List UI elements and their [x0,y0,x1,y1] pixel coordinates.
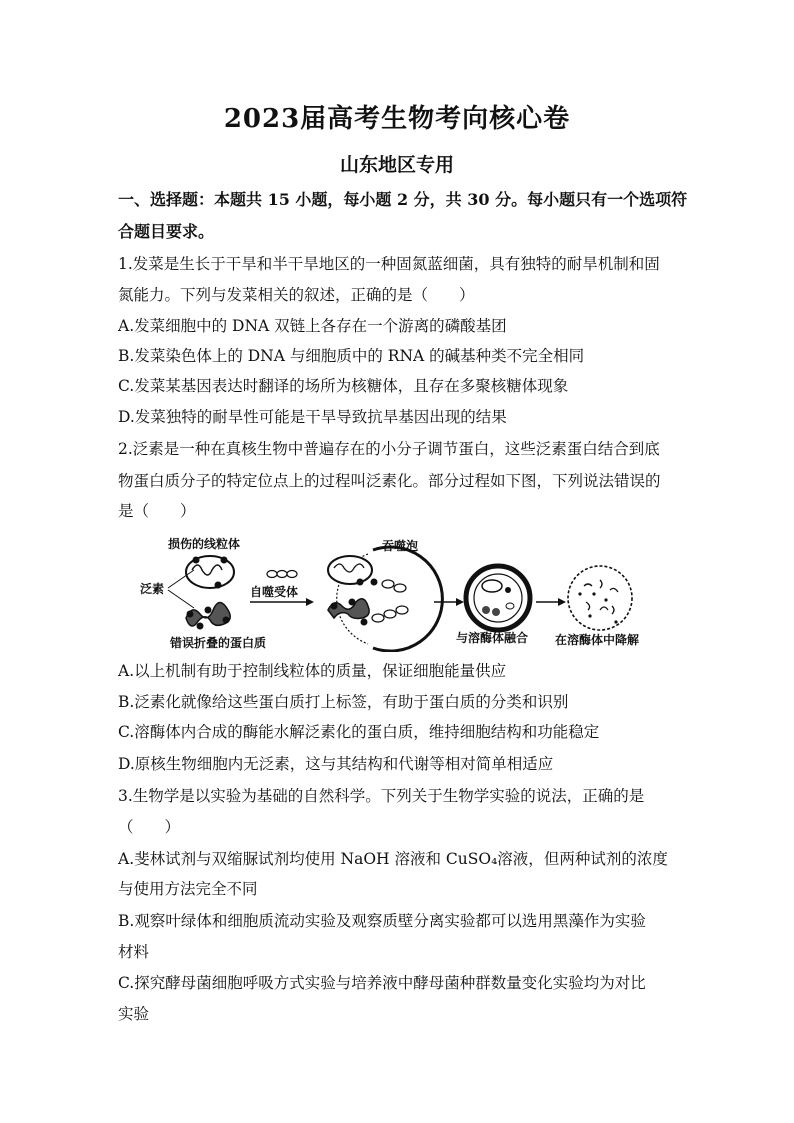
ubiquitin-pointer-line [168,590,194,608]
arrow-head [306,598,314,606]
q2-option-a: A.以上机制有助于控制线粒体的质量，保证细胞能量供应 [118,662,507,680]
label-autophagy-receptor: 自噬受体 [250,585,299,599]
q2-stem: 2.泛素是一种在真核生物中普遍存在的小分子调节蛋白，这些泛素蛋白结合到底 [118,440,660,458]
label-misfolded-protein: 错误折叠的蛋白质 [170,636,267,650]
lysosome-fusion-icon [466,566,530,630]
ubiquitination-diagram [138,530,658,652]
q3-option-a-cont: 与使用方法完全不同 [118,880,258,898]
q3-stem: 3.生物学是以实验为基础的自然科学。下列关于生物学实验的说法，正确的是 [118,787,645,805]
q1-stem: 1.发菜是生长于干旱和半干旱地区的一种固氮蓝细菌，具有独特的耐旱机制和固 [118,255,660,273]
q3-option-c: C.探究酵母菌细胞呼吸方式实验与培养液中酵母菌种群数量变化实验均为对比 [118,974,646,992]
section-heading-cont: 合题目要求。 [118,222,215,241]
autophagy-receptor-icon [267,571,297,578]
label-ubiquitin: 泛素 [140,582,165,596]
mitochondrion-icon [186,556,234,589]
lysosome-degradation-icon [568,566,632,630]
q1-option-b: B.发菜染色体上的 DNA 与细胞质中的 RNA 的碱基种类不完全相同 [118,347,585,365]
q2-stem-end: 是（ ） [118,502,196,520]
exam-subtitle: 山东地区专用 [339,154,454,176]
phagophore-icon [328,547,442,651]
label-damaged-mitochondria: 损伤的线粒体 [168,537,241,551]
section-heading: 一、选择题：本题共 15 小题，每小题 2 分，共 30 分。每小题只有一个选项符 [118,190,688,209]
q2-option-d: D.原核生物细胞内无泛素，这与其结构和代谢等相对简单相适应 [118,755,554,773]
q3-option-a: A.斐林试剂与双缩脲试剂均使用 NaOH 溶液和 CuSO₄溶液，但两种试剂的浓度 [118,850,668,868]
q3-option-b: B.观察叶绿体和细胞质流动实验及观察质壁分离实验都可以选用黑藻作为实验 [118,912,646,930]
q3-option-c-cont: 实验 [118,1005,150,1023]
label-phagophore: 吞噬泡 [382,539,419,553]
q1-stem-cont: 氮能力。下列与发菜相关的叙述，正确的是（ ） [118,286,475,304]
q1-option-a: A.发菜细胞中的 DNA 双链上各存在一个游离的磷酸基团 [118,317,507,335]
q2-option-b: B.泛素化就像给这些蛋白质打上标签，有助于蛋白质的分类和识别 [118,693,569,711]
q2-option-c: C.溶酶体内合成的酶能水解泛素化的蛋白质，维持细胞结构和功能稳定 [118,723,600,741]
q3-option-b-cont: 材料 [118,943,150,961]
q1-option-d: D.发菜独特的耐旱性可能是干旱导致抗旱基因出现的结果 [118,408,507,426]
arrow-head [456,598,464,606]
arrow-head [558,598,566,606]
q1-option-c: C.发菜某基因表达时翻译的场所为核糖体，且存在多聚核糖体现象 [118,377,569,395]
exam-title: 2023届高考生物考向核心卷 [223,104,571,134]
label-lysosome-fusion: 与溶酶体融合 [456,631,529,645]
q3-stem-cont: （ ） [118,818,181,836]
q2-stem-cont: 物蛋白质分子的特定位点上的过程叫泛素化。部分过程如下图，下列说法错误的 [118,472,661,490]
label-lysosome-degradation: 在溶酶体中降解 [555,633,640,647]
